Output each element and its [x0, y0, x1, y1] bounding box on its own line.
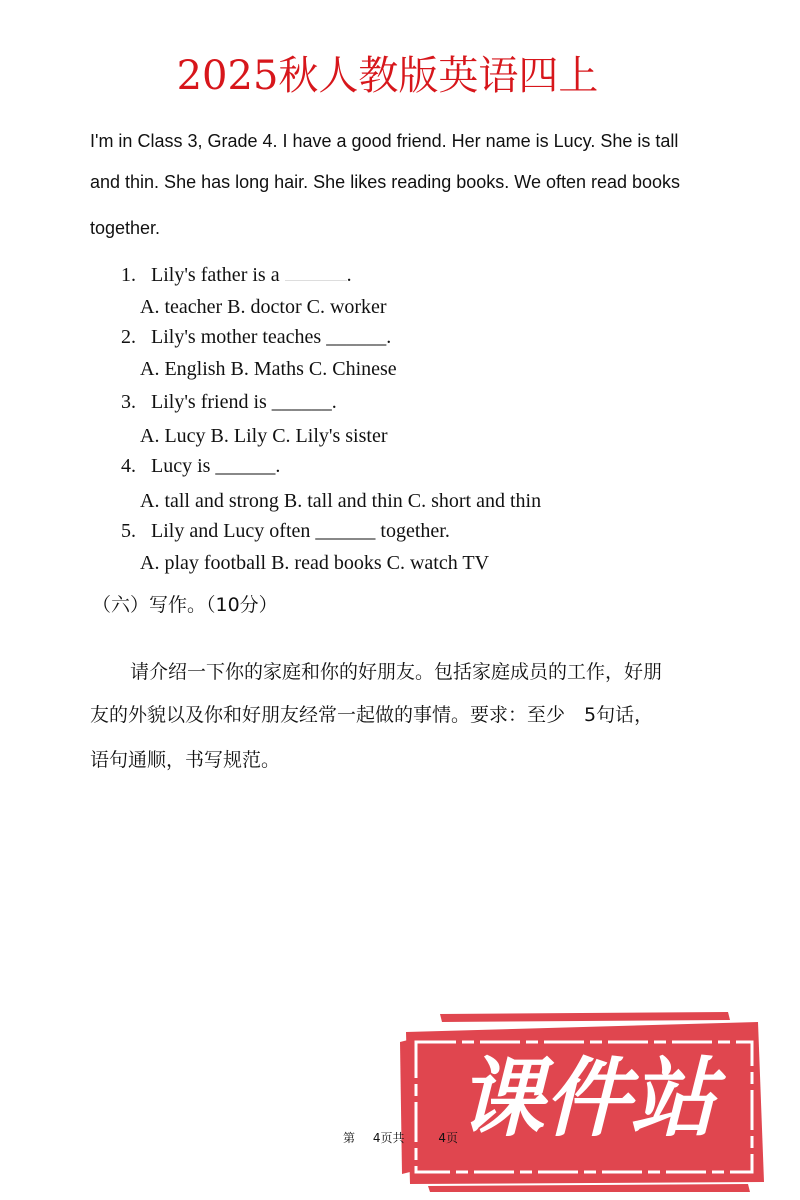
writing-prompt-line-1: 请介绍一下你的家庭和你的好朋友。包括家庭成员的工作，好朋 [130, 661, 663, 683]
passage-line-1: I'm in Class 3, Grade 4. I have a good friend. Her name is Lucy. She is tall [90, 131, 679, 151]
question-5 [121, 520, 450, 543]
question-4-options: A. tall and strong B. tall and thin C. short and thin [140, 490, 542, 512]
footer-prefix: 第 [343, 1131, 356, 1145]
question-5-options: A. play football B. read books C. watch TV [140, 552, 490, 574]
question-text: Lily's father is a [151, 264, 280, 286]
question-number: 4. [121, 455, 136, 477]
answer-blank [285, 264, 347, 281]
question-text: Lily's mother teaches ______. [151, 326, 392, 348]
page-title: 2025秋人教版英语四上 [176, 53, 599, 99]
writing-prompt-line-3: 语句通顺，书写规范。 [90, 749, 281, 771]
passage-line-3: together. [90, 218, 161, 238]
question-2-options: A. English B. Maths C. Chinese [140, 358, 397, 380]
watermark-stamp [398, 1012, 770, 1192]
watermark-text: 课件站 [458, 1049, 716, 1149]
question-text: Lily and Lucy often ______ together. [151, 520, 450, 542]
question-text: Lily's friend is ______. [151, 391, 337, 413]
writing-prompt-line-2: 友的外貌以及你和好朋友经常一起做的事情。要求：至少 5句话， [90, 704, 654, 726]
question-3-options: A. Lucy B. Lily C. Lily's sister [140, 425, 388, 447]
question-number: 5. [121, 520, 136, 542]
question-3 [121, 391, 337, 414]
passage-line-2: and thin. She has long hair. She likes reading books. We often read books [90, 172, 681, 192]
footer-current: 4页共 [372, 1131, 405, 1145]
page-footer [343, 1129, 458, 1146]
question-number: 3. [121, 391, 136, 413]
question-end: . [346, 264, 352, 286]
footer-total: 4页 [438, 1131, 458, 1145]
question-number: 1. [121, 264, 136, 286]
question-text: Lucy is ______. [151, 455, 281, 477]
question-number: 2. [121, 326, 136, 348]
question-2 [121, 326, 391, 349]
question-1-options: A. teacher B. doctor C. worker [140, 296, 387, 318]
question-1 [121, 264, 352, 287]
section-heading: （六）写作。（10分） [92, 594, 278, 616]
question-4 [121, 455, 280, 478]
